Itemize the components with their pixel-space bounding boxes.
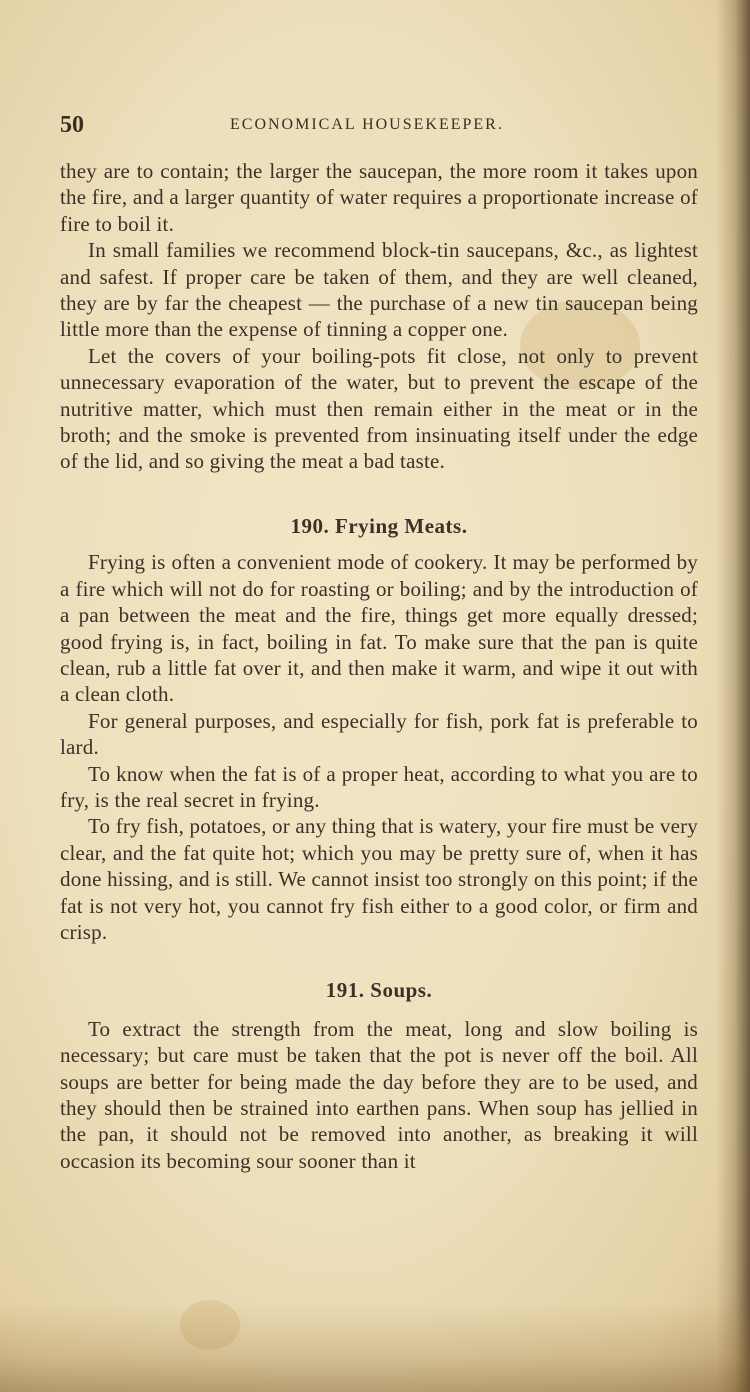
section-heading-191: 191. Soups. [325, 978, 433, 1003]
paragraph: To extract the strength from the meat, long and slow boiling is necessary; but care must be taken that the pot is never off the boil. All soups are better for being made the day before they are to be used, and they should then be strained into earthen pans. When soup has jellied in the pan, it should not be removed into another, as breaking it will occasion its becoming sour sooner than it [60, 1016, 698, 1173]
paragraph: In small families we recommend block-tin saucepans, &c., as lightest and safest. If proper care be taken of them, and they are well cleaned, they are by far the cheapest — the purchase of a new tin saucepan being little more than the expense of tinning a copper one. [60, 238, 698, 342]
paragraph: To know when the fat is of a proper heat, according to what you are to fry, is the real secret in frying. [60, 761, 698, 812]
running-head [60, 112, 700, 140]
paragraph: they are to contain; the larger the saucepan, the more room it takes upon the fire, and a larger quantity of water requires a proportionate increase of fire to boil it. [60, 159, 698, 236]
paragraph: Let the covers of your boiling-pots fit close, not only to prevent unnecessary evaporation of the water, but to prevent the escape of the nutritive matter, which must then remain either in the meat or in the broth; and the smoke is prevented from insinuating itself under the edge of the lid, and so giving the meat a bad taste. [60, 343, 698, 474]
page-number: 50 [60, 112, 84, 138]
running-title: ECONOMICAL HOUSEKEEPER. [230, 116, 504, 133]
section-heading-190: 190. Frying Meats. [290, 513, 468, 538]
page-edge-shadow [716, 0, 750, 1392]
paragraph: To fry fish, potatoes, or any thing that is watery, your fire must be very clear, and the fat quite hot; which you may be pretty sure of, when it has done hissing, and is still. We cannot insist too strongly on this point; if the fat is not very hot, you cannot fry fish either to a good color, or firm and crisp. [60, 814, 698, 944]
page-text [60, 158, 698, 1174]
paragraph: Frying is often a convenient mode of cookery. It may be performed by a fire which will not do for roasting or boiling; and by the introduction of a pan between the meat and the fire, things get more equally dressed; good frying is, in fact, boiling in fat. To make sure that the pan is quite clean, rub a little fat over it, and then make it warm, and wipe it out with a clean cloth. [60, 550, 698, 707]
paragraph: For general purposes, and especially for fish, pork fat is preferable to lard. [60, 708, 698, 760]
page-bottom-shadow [0, 1302, 750, 1392]
